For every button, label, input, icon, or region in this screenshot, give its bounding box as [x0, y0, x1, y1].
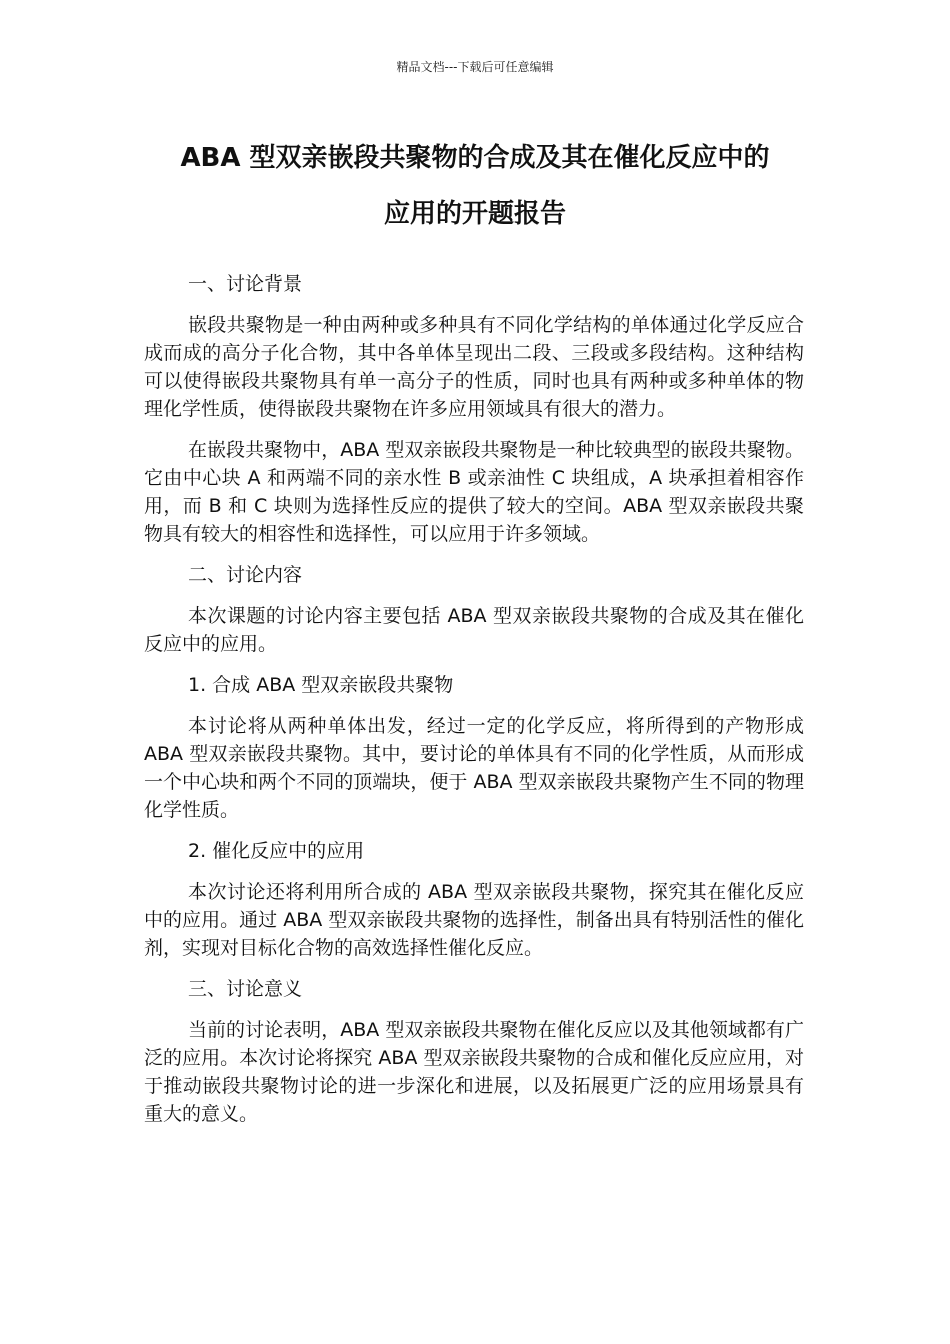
title-line-2: 应用的开题报告: [383, 199, 566, 229]
subheading-synthesis: 1. 合成 ABA 型双亲嵌段共聚物: [188, 674, 454, 696]
section-heading-significance: 三、讨论意义: [188, 978, 303, 1000]
paragraph-background-1: 嵌段共聚物是一种由两种或多种具有不同化学结构的单体通过化学反应合成而成的高分子化合物，其中各单体呈现出二段、三段或多段结构。这种结构可以使得嵌段共聚物具有单一高分子的性质，同时也具有两种或多种单体的物理化学性质，使得嵌段共聚物在许多应用领域具有很大的潜力。: [144, 314, 804, 420]
section-heading-content: 二、讨论内容: [188, 564, 303, 586]
paragraph-synthesis: 本讨论将从两种单体出发，经过一定的化学反应，将所得到的产物形成 ABA 型双亲嵌段共聚物。其中，要讨论的单体具有不同的化学性质，从而形成一个中心块和两个不同的顶端块，便于 ABA 型双亲嵌段共聚物产生不同的物理化学性质。: [144, 715, 804, 821]
document-title: [120, 130, 830, 242]
paragraph-background-2: 在嵌段共聚物中，ABA 型双亲嵌段共聚物是一种比较典型的嵌段共聚物。它由中心块 A 和两端不同的亲水性 B 或亲油性 C 块组成，A 块承担着相容作用，而 B 和 C 块则为选择性反应的提供了较大的空间。ABA 型双亲嵌段共聚物具有较大的相容性和选择性，可以应用于许多领域。: [144, 439, 804, 545]
section-heading-background: 一、讨论背景: [188, 273, 303, 295]
subheading-catalysis: 2. 催化反应中的应用: [188, 840, 365, 862]
document-body: [144, 270, 804, 1141]
header-note: 精品文档---下载后可任意编辑: [396, 60, 554, 74]
title-line-1: ABA 型双亲嵌段共聚物的合成及其在催化反应中的: [180, 143, 770, 173]
paragraph-content-intro: 本次课题的讨论内容主要包括 ABA 型双亲嵌段共聚物的合成及其在催化反应中的应用。: [144, 605, 804, 655]
paragraph-catalysis: 本次讨论还将利用所合成的 ABA 型双亲嵌段共聚物，探究其在催化反应中的应用。通过 ABA 型双亲嵌段共聚物的选择性，制备出具有特别活性的催化剂，实现对目标化合物的高效选择性催化反应。: [144, 881, 804, 959]
paragraph-significance: 当前的讨论表明，ABA 型双亲嵌段共聚物在催化反应以及其他领域都有广泛的应用。本次讨论将探究 ABA 型双亲嵌段共聚物的合成和催化反应应用，对于推动嵌段共聚物讨论的进一步深化和进展，以及拓展更广泛的应用场景具有重大的意义。: [144, 1019, 804, 1125]
